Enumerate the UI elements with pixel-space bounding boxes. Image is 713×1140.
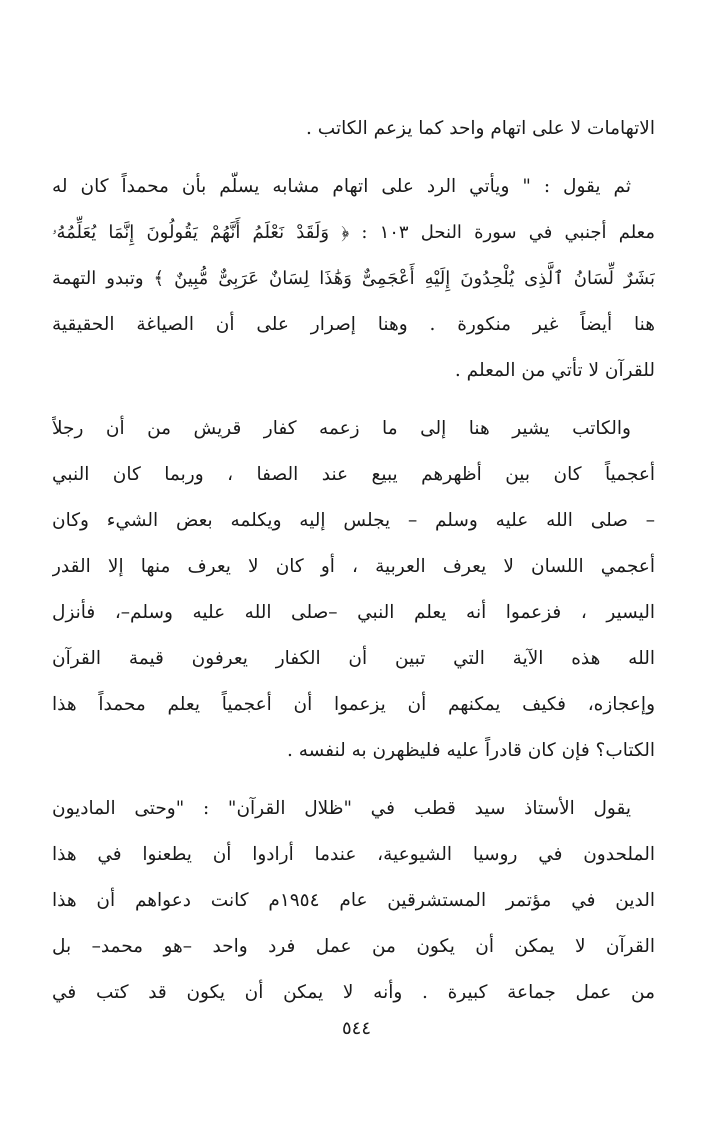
text-line: من عمل جماعة كبيرة . وأنه لا يمكن أن يكون قد كتب في: [52, 982, 655, 1003]
text-line: الملحدون في روسيا الشيوعية، عندما أرادوا أن يطعنوا في هذا: [52, 844, 655, 865]
text-line: الدين في مؤتمر المستشرقين عام ١٩٥٤م كانت دعواهم أن هذا: [52, 890, 655, 911]
text-line: اليسير ، فزعموا أنه يعلم النبي –صلى الله عليه وسلم–، فأنزل: [52, 602, 655, 623]
text-line: الكتاب؟ فإن كان قادراً عليه فليظهرن به لنفسه .: [286, 740, 655, 761]
text-line: القرآن لا يمكن أن يكون من عمل فرد واحد –هو محمد– بل: [52, 936, 655, 957]
text-line: أعجمي اللسان لا يعرف العربية ، أو كان لا يعرف منها إلا القدر: [52, 556, 655, 577]
text-line-quran: بَشَرٌ لِّسَانُ ٱلَّذِى يُلْحِدُونَ إِلَيْهِ أَعْجَمِىٌّ وَهَٰذَا لِسَانٌ عَرَبِىٌّ مُّبِينٌ ﴾ وتبدو التهمة: [52, 268, 655, 289]
text-line: وإعجازه، فكيف يمكنهم أن يزعموا أن أعجمياً يعلم محمداً هذا: [52, 694, 655, 715]
text-line-quran: معلم أجنبي في سورة النحل ١٠٣ : ﴿ وَلَقَدْ نَعْلَمُ أَنَّهُمْ يَقُولُونَ إِنَّمَا يُعَلِّمُهُۥ: [52, 222, 655, 243]
text-line: أعجمياً كان بين أظهرهم يبيع عند الصفا ، وربما كان النبي: [52, 464, 655, 485]
text-line: ثم يقول : " ويأتي الرد على اتهام مشابه يسلّم بأن محمداً كان له: [52, 176, 631, 197]
text-line: للقرآن لا تأتي من المعلم .: [454, 360, 655, 381]
text-line: هنا أيضاً غير منكورة . وهنا إصرار على أن الصياغة الحقيقية: [52, 314, 655, 335]
text-line: يقول الأستاذ سيد قطب في "ظلال القرآن" : "وحتى الماديون: [52, 798, 631, 819]
text-line: الاتهامات لا على اتهام واحد كما يزعم الكاتب .: [306, 118, 655, 139]
page-body: [52, 106, 655, 1016]
page-number: ٥٤٤: [341, 1018, 371, 1039]
text-line: – صلى الله عليه وسلم – يجلس إليه ويكلمه بعض الشيء وكان: [52, 510, 655, 531]
text-line: الله هذه الآية التي تبين أن الكفار يعرفون قيمة القرآن: [52, 648, 655, 669]
text-line: والكاتب يشير هنا إلى ما زعمه كفار قريش من أن رجلاً: [52, 418, 631, 439]
